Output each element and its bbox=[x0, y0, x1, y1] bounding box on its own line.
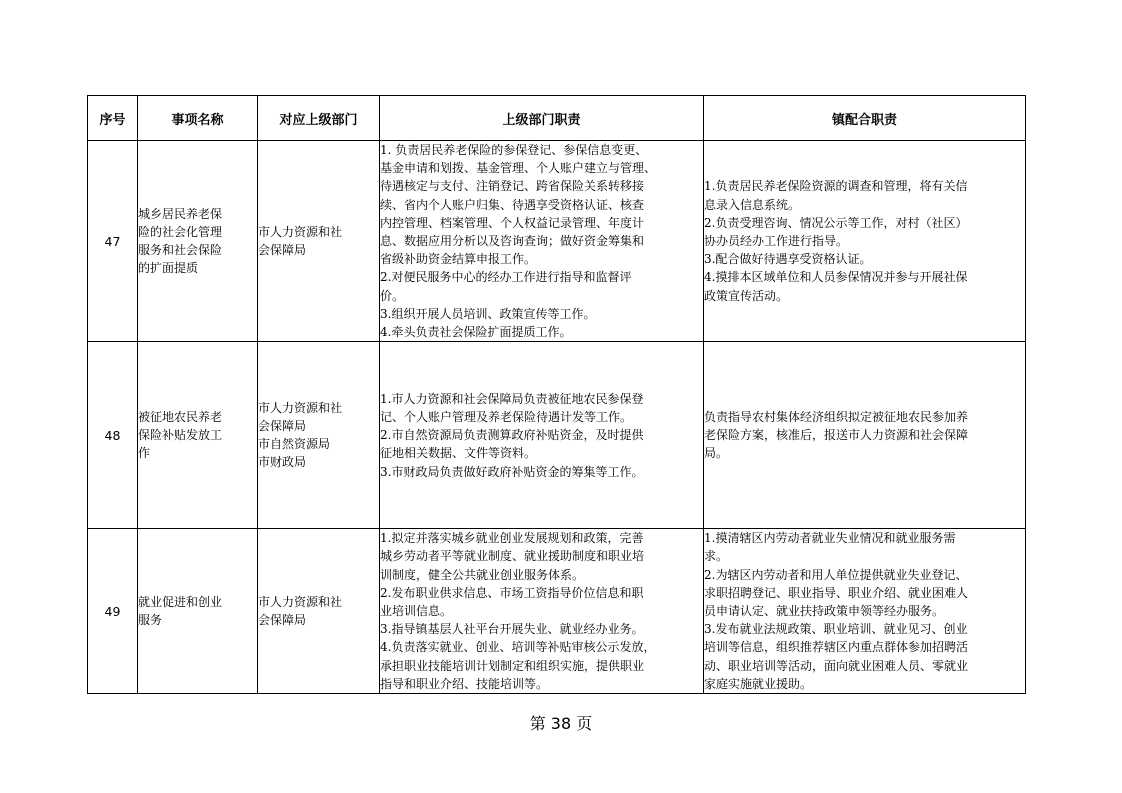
row-number: 47 bbox=[88, 141, 138, 342]
table-header-row bbox=[88, 96, 1026, 141]
town-duty-line: 老保险方案，核准后，报送市人力资源和社会保障 bbox=[704, 428, 969, 443]
item-name-line: 就业促进和创业 bbox=[138, 594, 223, 609]
town-duty-line: 2.负责受理咨询、情况公示等工作，对村（社区） bbox=[704, 215, 968, 230]
header-upper-dept: 对应上级部门 bbox=[258, 96, 380, 141]
item-name-line: 险的社会化管理 bbox=[138, 224, 223, 239]
upper-duty-line: 内控管理、档案管理、个人权益记录管理、年度计 bbox=[380, 215, 645, 230]
upper-duties-cell bbox=[380, 529, 704, 694]
upper-duty-line: 省级补助资金结算申报工作。 bbox=[380, 252, 537, 267]
upper-duty-line: 息、数据应用分析以及咨询查询；做好资金筹集和 bbox=[380, 234, 645, 249]
upper-duty-line: 指导和职业介绍、技能培训等。 bbox=[380, 676, 549, 691]
town-duty-line: 员申请认定、就业扶持政策申领等经办服务。 bbox=[704, 604, 945, 619]
town-duty-line: 家庭实施就业援助。 bbox=[704, 676, 813, 691]
town-duties-cell bbox=[704, 529, 1026, 694]
dept-cell bbox=[258, 342, 380, 529]
header-serial: 序号 bbox=[88, 96, 138, 141]
upper-duty-line: 1.拟定并落实城乡就业创业发展规划和政策，完善 bbox=[380, 531, 644, 546]
upper-duty-line: 续、省内个人账户归集、待遇享受资格认证、核查 bbox=[380, 197, 645, 212]
header-town-duties: 镇配合职责 bbox=[704, 96, 1026, 141]
town-duty-line: 求。 bbox=[704, 549, 729, 564]
page-number: 第 38 页 bbox=[529, 714, 593, 733]
item-name-line: 作 bbox=[138, 446, 151, 461]
item-name-line: 城乡居民养老保 bbox=[138, 206, 223, 221]
item-name-cell bbox=[138, 141, 258, 342]
town-duty-line: 动、职业培训等活动，面向就业困难人员、零就业 bbox=[704, 658, 969, 673]
town-duty-line: 负责指导农村集体经济组织拟定被征地农民参加养 bbox=[704, 409, 969, 424]
dept-line: 市自然资源局 bbox=[258, 437, 331, 452]
town-duty-line: 3.配合做好待遇享受资格认证。 bbox=[704, 252, 872, 267]
town-duty-line: 1.摸清辖区内劳动者就业失业情况和就业服务需 bbox=[704, 531, 956, 546]
dept-line: 会保障局 bbox=[258, 613, 307, 628]
responsibility-table bbox=[87, 95, 1026, 694]
header-item-name: 事项名称 bbox=[138, 96, 258, 141]
table-row bbox=[88, 342, 1026, 529]
item-name-line: 服务和社会保险 bbox=[138, 243, 223, 258]
item-name-line: 的扩面提质 bbox=[138, 261, 199, 276]
dept-line: 会保障局 bbox=[258, 243, 307, 258]
item-name-line: 保险补贴发放工 bbox=[138, 428, 223, 443]
town-duty-line: 政策宣传活动。 bbox=[704, 288, 789, 303]
item-name-line: 服务 bbox=[138, 613, 163, 628]
town-duty-line: 3.发布就业法规政策、职业培训、就业见习、创业 bbox=[704, 622, 968, 637]
row-number: 48 bbox=[88, 342, 138, 529]
dept-cell bbox=[258, 141, 380, 342]
upper-duty-line: 城乡劳动者平等就业制度、就业援助制度和职业培 bbox=[380, 549, 645, 564]
town-duty-line: 4.摸排本区域单位和人员参保情况并参与开展社保 bbox=[704, 270, 968, 285]
town-duties-cell bbox=[704, 141, 1026, 342]
dept-line: 市人力资源和社 bbox=[258, 224, 343, 239]
dept-line: 市财政局 bbox=[258, 455, 307, 470]
header-upper-duties: 上级部门职责 bbox=[380, 96, 704, 141]
upper-duty-line: 待遇核定与支付、注销登记、跨省保险关系转移接 bbox=[380, 179, 645, 194]
town-duty-line: 协办员经办工作进行指导。 bbox=[704, 234, 849, 249]
item-name-cell bbox=[138, 529, 258, 694]
town-duty-line: 2.为辖区内劳动者和用人单位提供就业失业登记、 bbox=[704, 567, 968, 582]
dept-line: 市人力资源和社 bbox=[258, 400, 343, 415]
upper-duty-line: 3.指导镇基层人社平台开展失业、就业经办业务。 bbox=[380, 622, 644, 637]
upper-duty-line: 3.组织开展人员培训、政策宣传等工作。 bbox=[380, 306, 596, 321]
upper-duty-line: 训制度，健全公共就业创业服务体系。 bbox=[380, 567, 585, 582]
upper-duty-line: 征地相关数据、文件等资料。 bbox=[380, 446, 537, 461]
town-duty-line: 息录入信息系统。 bbox=[704, 197, 801, 212]
item-name-cell bbox=[138, 342, 258, 529]
upper-duty-line: 4.负责落实就业、创业、培训等补贴审核公示发放， bbox=[380, 640, 656, 655]
town-duty-line: 求职招聘登记、职业指导、职业介绍、就业困难人 bbox=[704, 585, 969, 600]
town-duty-line: 培训等信息，组织推荐辖区内重点群体参加招聘活 bbox=[704, 640, 969, 655]
dept-line: 市人力资源和社 bbox=[258, 594, 343, 609]
row-number: 49 bbox=[88, 529, 138, 694]
upper-duty-line: 2.市自然资源局负责测算政府补贴资金，及时提供 bbox=[380, 428, 644, 443]
dept-cell bbox=[258, 529, 380, 694]
upper-duty-line: 承担职业技能培训计划制定和组织实施，提供职业 bbox=[380, 658, 645, 673]
upper-duty-line: 业培训信息。 bbox=[380, 604, 453, 619]
upper-duties-cell bbox=[380, 141, 704, 342]
town-duty-line: 局。 bbox=[704, 446, 729, 461]
upper-duty-line: 1. 负责居民养老保险的参保登记、参保信息变更、 bbox=[380, 143, 648, 157]
upper-duty-line: 3.市财政局负责做好政府补贴资金的筹集等工作。 bbox=[380, 464, 644, 479]
upper-duty-line: 4.牵头负责社会保险扩面提质工作。 bbox=[380, 325, 572, 340]
town-duty-line: 1.负责居民养老保险资源的调查和管理，将有关信 bbox=[704, 179, 968, 194]
upper-duties-cell bbox=[380, 342, 704, 529]
town-duties-cell bbox=[704, 342, 1026, 529]
upper-duty-line: 基金申请和划拨、基金管理、个人账户建立与管理、 bbox=[380, 161, 657, 176]
item-name-line: 被征地农民养老 bbox=[138, 409, 223, 424]
table-row bbox=[88, 529, 1026, 694]
upper-duty-line: 2.对便民服务中心的经办工作进行指导和监督评 bbox=[380, 270, 632, 285]
upper-duty-line: 1.市人力资源和社会保障局负责被征地农民参保登 bbox=[380, 391, 644, 406]
upper-duty-line: 记、个人账户管理及养老保险待遇计发等工作。 bbox=[380, 409, 633, 424]
upper-duty-line: 2.发布职业供求信息、市场工资指导价位信息和职 bbox=[380, 585, 644, 600]
table-row bbox=[88, 141, 1026, 342]
dept-line: 会保障局 bbox=[258, 419, 307, 434]
upper-duty-line: 价。 bbox=[380, 288, 405, 303]
